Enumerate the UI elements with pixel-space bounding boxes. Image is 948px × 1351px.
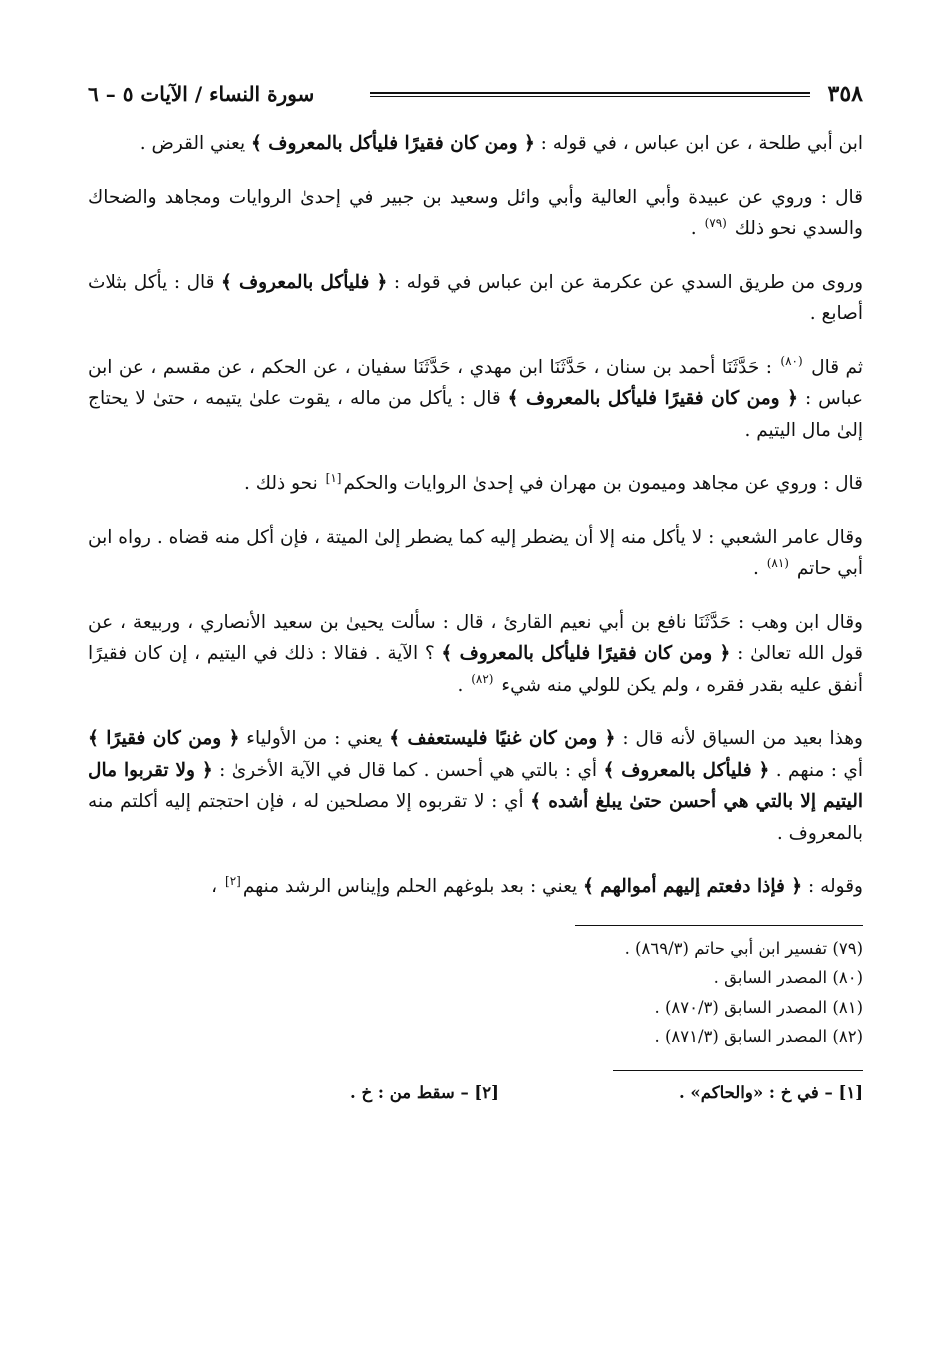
page-number: ٣٥٨ [827, 81, 863, 107]
text-segment: أي : لا تقربوه إلا مصلحين له ، فإن احتجتم إليه أكلتم منه بالمعروف . [88, 791, 863, 844]
quran-quote: ﴿ ومن كان فقيرًا ﴾ [88, 728, 240, 749]
paragraph-6 [88, 522, 863, 585]
text-segment: . [457, 674, 470, 696]
paragraph-9 [88, 871, 863, 903]
footnote: (٨٢) المصدر السابق (٨٧١/٣) . [654, 1027, 863, 1046]
paragraph-1 [88, 128, 863, 160]
quran-quote: ﴿ فليأكل بالمعروف ﴾ [603, 759, 770, 781]
text-segment: وروى من طريق السدي عن عكرمة عن ابن عباس في قوله : [387, 271, 864, 293]
text-segment: ، [211, 876, 223, 897]
paragraph-3 [88, 267, 863, 330]
footnote: (٨٠) المصدر السابق . [713, 968, 863, 987]
text-segment: يعني القرض . [139, 133, 251, 154]
footnotes [88, 934, 863, 1052]
quran-quote: ﴿ ومن كان غنيًا فليستعفف ﴾ [389, 728, 616, 749]
page-header [88, 70, 863, 118]
text-segment: ابن أبي طلحة ، عن ابن عباس ، في قوله : [534, 133, 863, 154]
quran-quote: ﴿ ومن كان فقيرًا فليأكل بالمعروف ﴾ [507, 388, 798, 409]
text-segment: ثم قال [804, 356, 863, 378]
header-rule [370, 92, 810, 97]
quran-quote: ﴿ فليأكل بالمعروف ﴾ [221, 271, 388, 293]
main-text [88, 128, 863, 903]
footnote-ref: [٢] [225, 873, 241, 888]
text-segment: . [690, 218, 703, 239]
text-segment: قال : وروي عن عبيدة وأبي العالية وأبي وائل وسعيد بن جبير في إحدىٰ الروايات ومجاهد والضحاك والسدي نحو ذلك [88, 186, 863, 239]
text-segment: نحو ذلك . [243, 473, 324, 494]
text-segment: ؟ الآية . فقالا : ذلك في اليتيم ، إن كان فقيرًا أنفق عليه بقدر فقره ، ولم يكن للولي منه شيء [88, 643, 863, 696]
collation-separator [613, 1070, 863, 1071]
paragraph-8 [88, 723, 863, 849]
text-segment: أي : بالتي هي أحسن . كما قال في الآية الأخرىٰ : [212, 759, 604, 781]
text-segment: قال : يأكل بثلاث أصابع . [88, 271, 863, 324]
text-segment: . [752, 558, 765, 579]
footnote-ref: (٨١) [766, 555, 789, 570]
text-segment: : حَدَّثَنَا أحمد بن سنان ، حَدَّثَنَا ابن مهدي ، حَدَّثَنَا سفيان ، عن الحكم ، عن مقسم ، عن ابن عباس : [88, 356, 863, 409]
footnote-ref: (٨٠) [780, 354, 803, 369]
text-segment: قال : وروي عن مجاهد وميمون بن مهران في إحدىٰ الروايات والحكم [343, 473, 863, 494]
footnote: (٧٩) تفسير ابن أبي حاتم (٨٦٩/٣) . [624, 938, 863, 958]
collation-note: [٢] – سقط من : خ . [350, 1082, 499, 1102]
quran-quote: ﴿ ولا تقربوا مال اليتيم إلا بالتي هي أحسن حتىٰ يبلغ أشده ﴾ [88, 759, 863, 812]
collation-notes [88, 1083, 863, 1102]
text-segment: أي : منهم . [769, 759, 863, 781]
footnote-ref: (٧٩) [704, 215, 727, 230]
paragraph-5 [88, 468, 863, 500]
footnote: (٨١) المصدر السابق (٨٧٠/٣) . [654, 997, 863, 1017]
running-title: سورة النساء / الآيات ٥ – ٦ [88, 82, 315, 106]
footnote-ref: (٨٢) [471, 672, 494, 687]
book-page [88, 70, 863, 1102]
text-segment: وقال ابن وهب : حَدَّثَنَا نافع بن أبي نعيم القارئ ، قال : سألت يحيىٰ بن سعيد الأنصاري ، وربيعة ، عن قول الله تعالىٰ : [88, 611, 864, 664]
text-segment: يعني : بعد بلوغهم الحلم وإيناس الرشد منهم [242, 876, 584, 897]
text-segment: يعني : من الأولياء [239, 728, 390, 749]
footnote-ref: [١] [325, 470, 342, 485]
paragraph-2 [88, 182, 863, 245]
quran-quote: ﴿ فإذا دفعتم إليهم أموالهم ﴾ [583, 876, 803, 897]
text-segment: وقال عامر الشعبي : لا يأكل منه إلا أن يضطر إليه كما يضطر إلىٰ الميتة ، فإن أكل منه قضاه . رواه ابن أبي حاتم [88, 526, 863, 579]
paragraph-7 [88, 607, 863, 702]
quran-quote: ﴿ ومن كان فقيرًا فليأكل بالمعروف ﴾ [441, 643, 731, 664]
footnote-separator [575, 925, 863, 926]
text-segment: قال : يأكل من ماله ، يقوت علىٰ يتيمه ، حتىٰ لا يحتاج إلىٰ مال اليتيم . [88, 388, 863, 441]
text-segment: وهذا بعيد من السياق لأنه قال : [615, 728, 863, 749]
collation-note: [١] – في خ : «والحاكم» . [678, 1082, 863, 1102]
text-segment: وقوله : [802, 876, 863, 897]
quran-quote: ﴿ ومن كان فقيرًا فليأكل بالمعروف ﴾ [251, 133, 535, 154]
paragraph-4 [88, 352, 863, 447]
